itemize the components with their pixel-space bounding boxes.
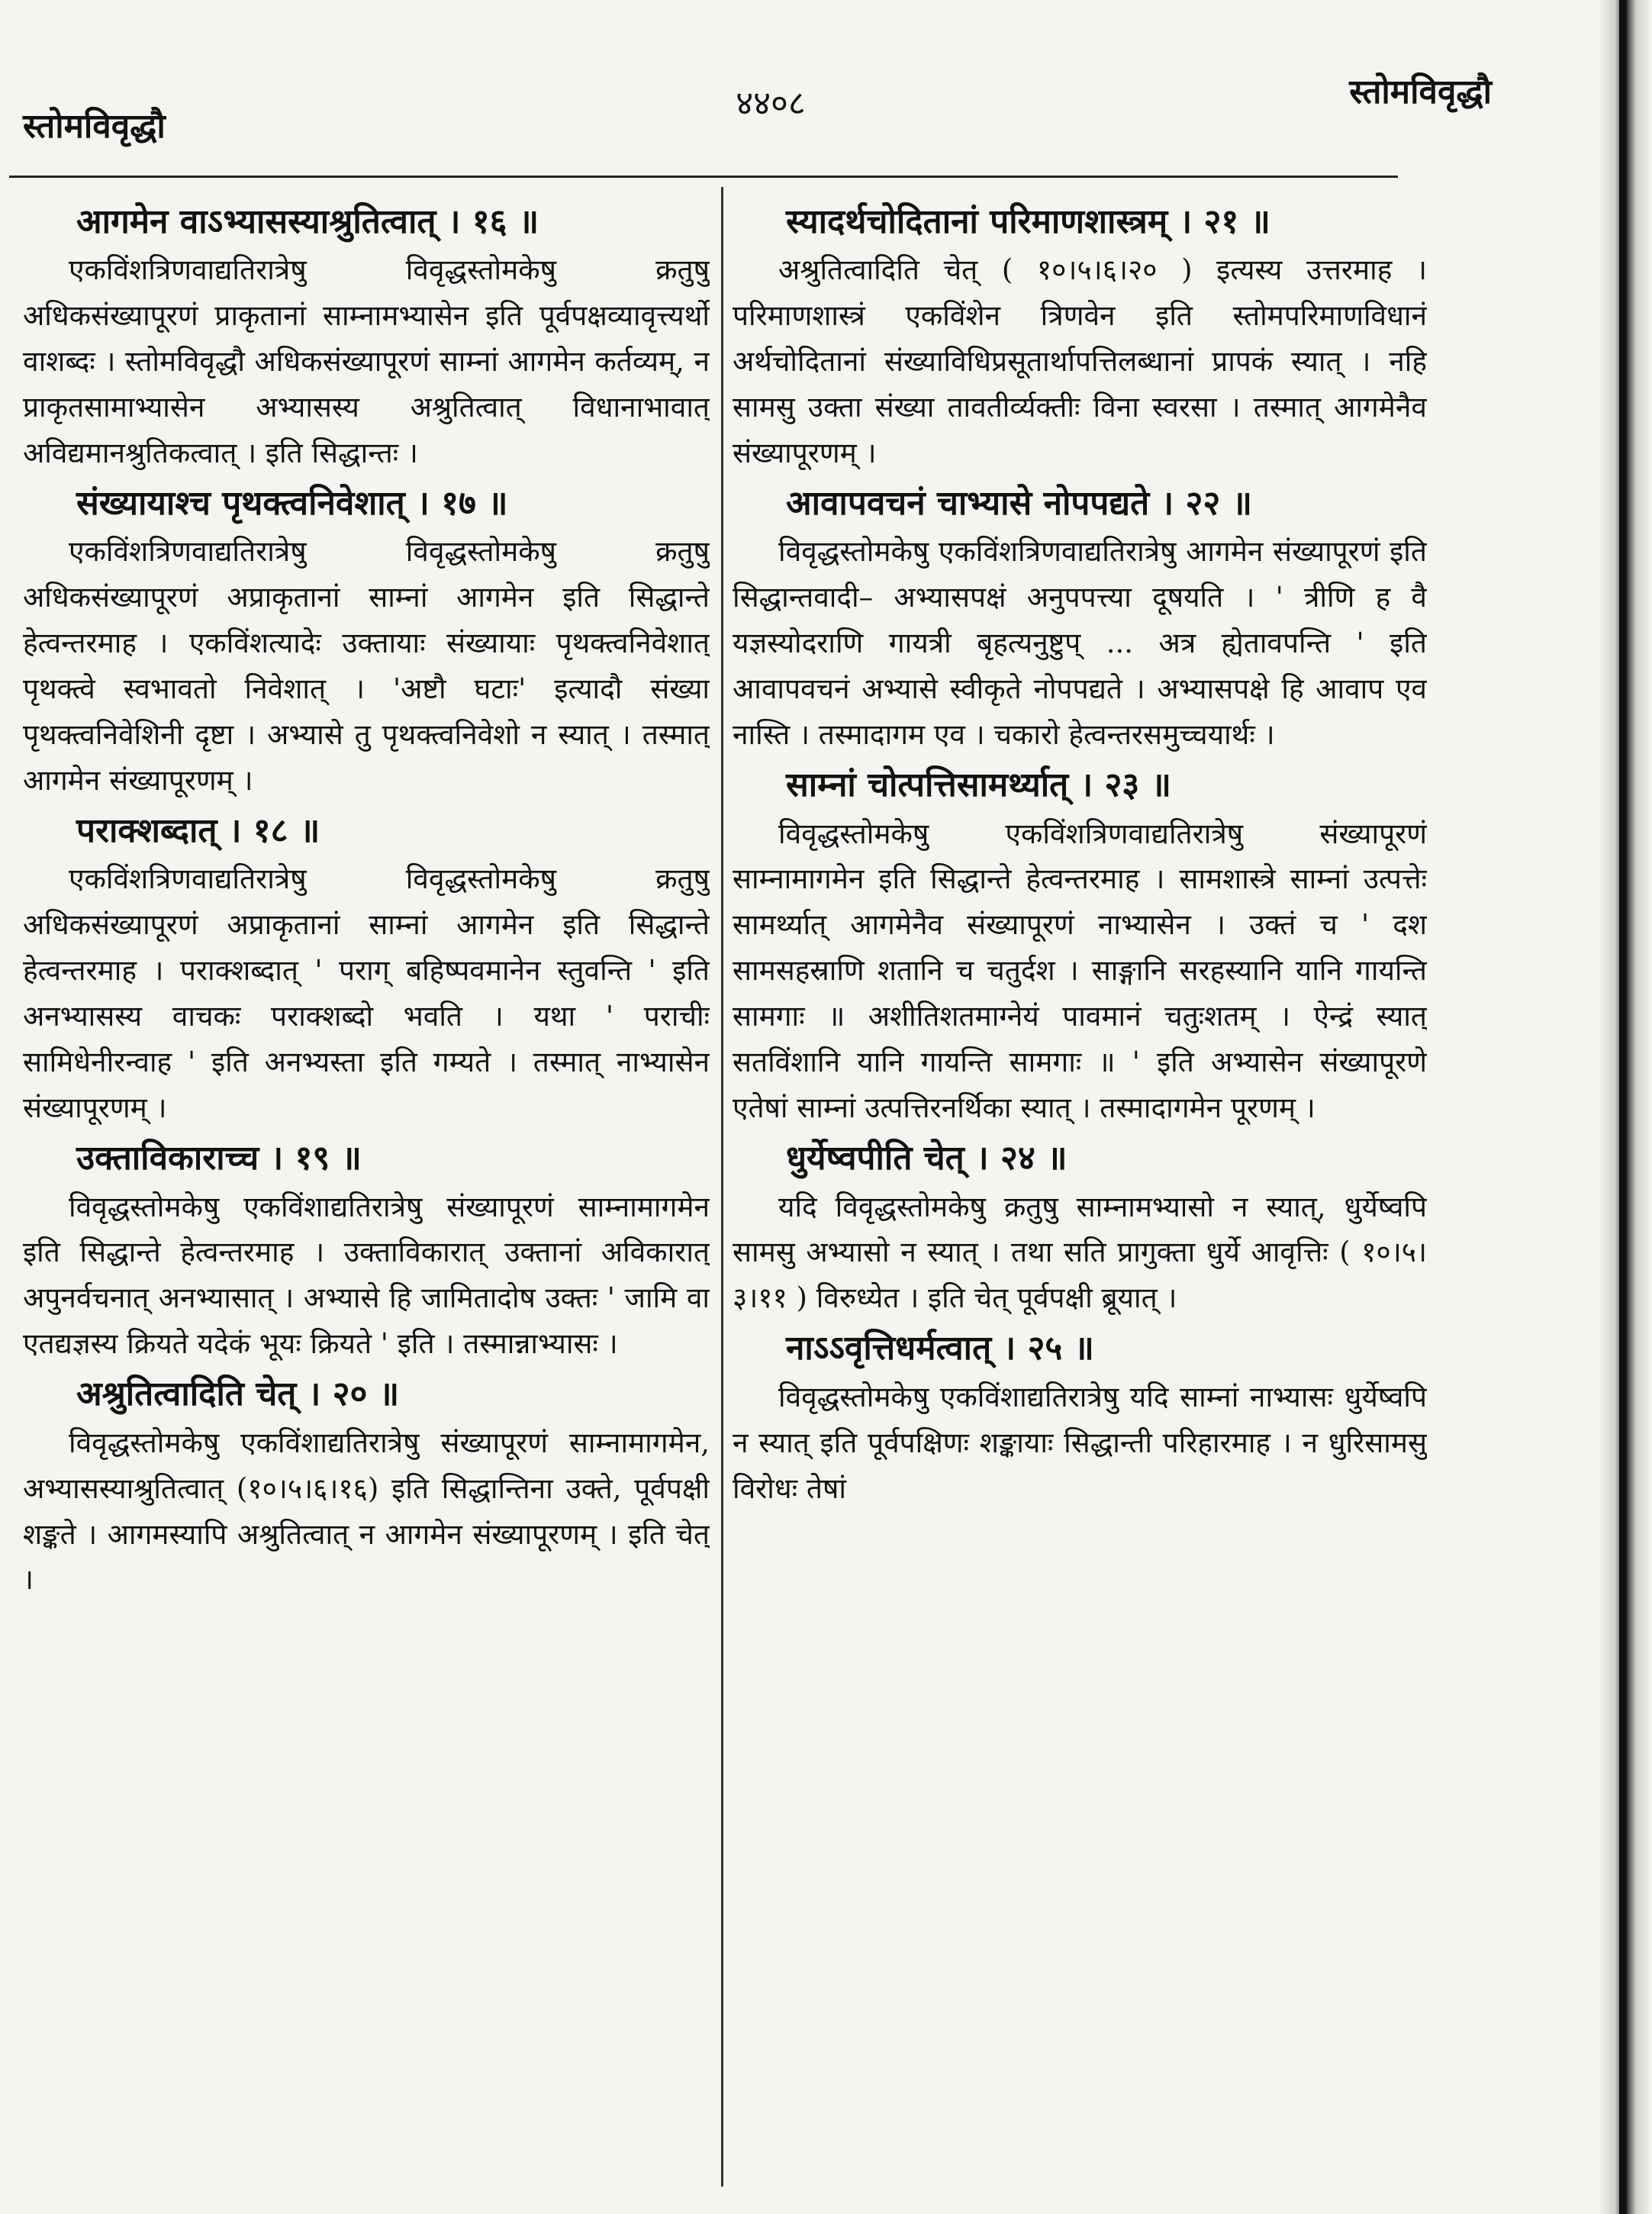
running-head-left: स्तोमविवृद्धौ	[23, 107, 166, 146]
right-column	[733, 195, 1427, 2202]
sutra-heading-18: पराक्शब्दात् । १८ ॥	[76, 811, 320, 851]
commentary-17: एकविंशत्रिणवाद्यतिरात्रेषु विवृद्धस्तोमकेषु क्रतुषु अधिकसंख्यापूरणं अप्राकृतानां साम्नां आगमेन इति सिद्धान्ते हेत्वन्तरमाह । एकविंशत्यादेः उक्तायाः संख्यायाः पृथक्त्वनिवेशात् पृथक्त्वे स्वभावतो निवेशात् । 'अष्टौ घटाः' इत्यादौ संख्या पृथक्त्वनिवेशिनी दृष्टा । अभ्यासे तु पृथक्त्वनिवेशो न स्यात् । तस्मात् आगमेन संख्यापूरणम् ।	[23, 535, 710, 798]
commentary-23: विवृद्धस्तोमकेषु एकविंशत्रिणवाद्यतिरात्रेषु संख्यापूरणं साम्नामागमेन इति सिद्धान्ते हेत्वन्तरमाह । सामशास्त्रे साम्नां उत्पत्तेः सामर्थ्यात् आगमेनैव संख्यापूरणं नाभ्यासेन । उक्तं च ' दश सामसहस्राणि शतानि च चतुर्दश । साङ्गानि सरहस्यानि यानि गायन्ति सामगाः ॥ अशीतिशतमाग्नेयं पावमानं चतुःशतम् । ऐन्द्रं स्यात् सतविंशानि यानि गायन्ति सामगाः ॥ ' इति अभ्यासेन संख्यापूरणे एतेषां साम्नां उत्पत्तिरनर्थिका स्यात् । तस्मादागमेन पूरणम् ।	[733, 817, 1427, 1125]
sutra-heading-17: संख्यायाश्च पृथक्त्वनिवेशात् । १७ ॥	[76, 484, 508, 524]
sutra-heading-25: नाऽऽवृत्तिधर्मत्वात् । २५ ॥	[786, 1329, 1094, 1368]
left-column	[23, 195, 710, 2202]
commentary-24: यदि विवृद्धस्तोमकेषु क्रतुषु साम्नामभ्यासो न स्यात्, धुर्येष्वपि सामसु अभ्यासो न स्यात् । तथा सति प्रागुक्ता धुर्ये आवृत्तिः ( १०।५।३।११ ) विरुध्येत । इति चेत् पूर्वपक्षी ब्रूयात् ।	[733, 1190, 1427, 1315]
header-rule	[9, 176, 1398, 178]
page-number: ४४०८	[736, 84, 806, 123]
sutra-heading-24: धुर्येष्वपीति चेत् । २४ ॥	[786, 1139, 1068, 1178]
commentary-16: एकविंशत्रिणवाद्यतिरात्रेषु विवृद्धस्तोमकेषु क्रतुषु अधिकसंख्यापूरणं प्राकृतानां साम्नामभ्यासेन इति पूर्वपक्षव्यावृत्त्यर्थो वाशब्दः । स्तोमविवृद्धौ अधिकसंख्यापूरणं साम्नां आगमेन कर्तव्यम्, न प्राकृतसामाभ्यासेन अभ्यासस्य अश्रुतित्वात् विधानाभावात् अविद्यमानश्रुतिकत्वात् । इति सिद्धान्तः ।	[23, 253, 710, 470]
sutra-heading-19: उक्ताविकाराच्च । १९ ॥	[76, 1139, 362, 1178]
sutra-heading-20: अश्रुतित्वादिति चेत् । २० ॥	[76, 1374, 400, 1414]
sutra-heading-16: आगमेन वाऽभ्यासस्याश्रुतित्वात् । १६ ॥	[76, 202, 539, 241]
commentary-25: विवृद्धस्तोमकेषु एकविंशाद्यतिरात्रेषु यदि साम्नां नाभ्यासः धुर्येष्वपि न स्यात् इति पूर्वपक्षिणः शङ्कायाः सिद्धान्ती परिहारमाह । न धुरिसामसु विरोधः तेषां	[733, 1380, 1427, 1505]
commentary-20: विवृद्धस्तोमकेषु एकविंशाद्यतिरात्रेषु संख्यापूरणं साम्नामागमेन, अभ्यासस्याश्रुतित्वात् (१०।५।६।१६) इति सिद्धान्तिना उक्ते, पूर्वपक्षी शङ्कते । आगमस्यापि अश्रुतित्वात् न आगमेन संख्यापूरणम् । इति चेत् ।	[23, 1426, 710, 1597]
commentary-21: अश्रुतित्वादिति चेत् ( १०।५।६।२० ) इत्यस्य उत्तरमाह । परिमाणशास्त्रं एकविंशेन त्रिणवेन इति स्तोमपरिमाणविधानं अर्थचोदितानां संख्याविधिप्रसूतार्थापत्तिलब्धानां प्रापकं स्यात् । नहि सामसु उक्ता संख्या तावतीर्व्यक्तीः विना स्वरसा । तस्मात् आगमेनैव संख्यापूरणम् ।	[733, 253, 1427, 470]
commentary-19: विवृद्धस्तोमकेषु एकविंशाद्यतिरात्रेषु संख्यापूरणं साम्नामागमेन इति सिद्धान्ते हेत्वन्तरमाह । उक्ताविकारात् उक्तानां अविकारात् अपुनर्वचनात् अनभ्यासात् । अभ्यासे हि जामितादोष उक्तः ' जामि वा एतद्यज्ञस्य क्रियते यदेकं भूयः क्रियते ' इति । तस्मान्नाभ्यासः ।	[23, 1190, 710, 1361]
sutra-heading-22: आवापवचनं चाभ्यासे नोपपद्यते । २२ ॥	[786, 484, 1252, 524]
commentary-18: एकविंशत्रिणवाद्यतिरात्रेषु विवृद्धस्तोमकेषु क्रतुषु अधिकसंख्यापूरणं अप्राकृतानां साम्नां आगमेन इति सिद्धान्ते हेत्वन्तरमाह । पराक्शब्दात् ' पराग् बहिष्पवमानेन स्तुवन्ति ' इति अनभ्यासस्य वाचकः पराक्शब्दो भवति । यथा ' पराचीः सामिधेनीरन्वाह ' इति अनभ्यस्ता इति गम्यते । तस्मात् नाभ्यासेन संख्यापूरणम् ।	[23, 862, 710, 1125]
running-head-right: स्तोमविवृद्धौ	[1349, 73, 1492, 111]
column-divider	[721, 187, 723, 2187]
sutra-heading-23: साम्नां चोत्पत्तिसामर्थ्यात् । २३ ॥	[786, 765, 1171, 805]
commentary-22: विवृद्धस्तोमकेषु एकविंशत्रिणवाद्यतिरात्रेषु आगमेन संख्यापूरणं इति सिद्धान्तवादी– अभ्यासपक्षं अनुपपत्त्या दूषयति । ' त्रीणि ह वै यज्ञस्योदराणि गायत्री बृहत्यनुष्टुप् ... अत्र ह्येतावपन्ति ' इति आवापवचनं अभ्यासे स्वीकृते नोपपद्यते । अभ्यासपक्षे हि आवाप एव नास्ति । तस्मादागम एव । चकारो हेत्वन्तरसमुच्चयार्थः ।	[733, 535, 1427, 752]
sutra-heading-21: स्यादर्थचोदितानां परिमाणशास्त्रम् । २१ ॥	[786, 202, 1270, 241]
binding-rod	[1619, 0, 1627, 2214]
